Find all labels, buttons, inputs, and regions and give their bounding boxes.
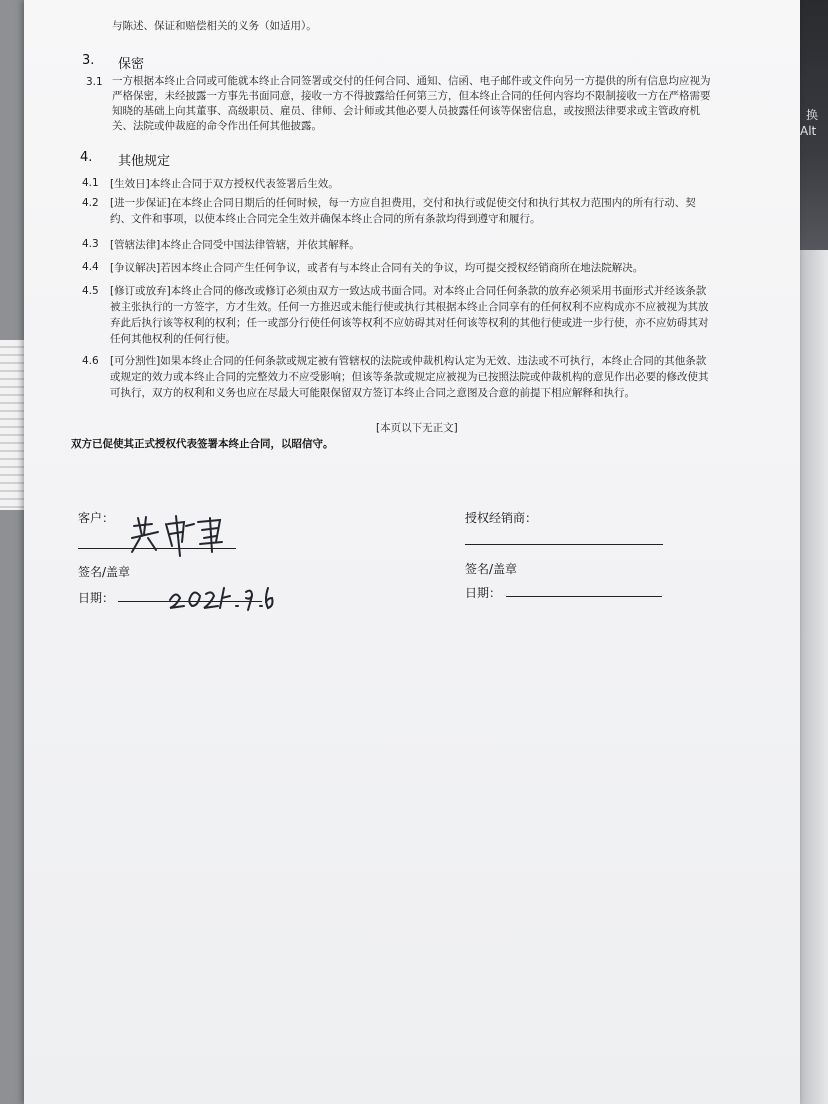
- clause-3-1-number: 3.1: [86, 76, 103, 88]
- clause-3-1-line: 关、法院或仲裁庭的命令作出任何其他披露。: [112, 120, 322, 132]
- dealer-date-label: 日期：: [465, 586, 502, 600]
- clause-4-6-line: [可分割性]如果本终止合同的任何条款或规定被有管辖权的法院或仲裁机构认定为无效、违法或不可执行，本终止合同的其他条款: [110, 355, 707, 367]
- keyboard-key-label: 换: [806, 108, 819, 122]
- clause-4-6-line: 或规定的效力或本终止合同的完整效力不应受影响；但该等条款或规定应被视为已按照法院或仲裁机构的意见作出必要的修改使其: [110, 371, 709, 383]
- customer-label: 客户：: [78, 511, 115, 525]
- contract-page: [24, 0, 800, 1104]
- clause-4-4-number: 4.4: [82, 261, 99, 273]
- clause-4-5-line: 任何其他权利的任何行使。: [110, 333, 236, 345]
- customer-sign-label: 签名/盖章: [78, 565, 131, 579]
- dealer-label: 授权经销商：: [465, 511, 538, 525]
- clause-4-2-number: 4.2: [82, 197, 99, 209]
- section-3-number: 3.: [82, 53, 95, 68]
- clause-3-1-line: 严格保密，未经披露一方事先书面同意，接收一方不得披露给任何第三方，但本终止合同的任何内容均不限制接收一方在严格需要: [112, 90, 711, 102]
- clause-4-6-number: 4.6: [82, 355, 99, 367]
- clause-4-2-line: 约、文件和事项，以使本终止合同完全生效并确保本终止合同的所有条款均得到遵守和履行。: [110, 213, 541, 225]
- section-4-number: 4.: [80, 150, 93, 165]
- clause-4-4-line: [争议解决]若因本终止合同产生任何争议，或者有与本终止合同有关的争议，均可提交授权经销商所在地法院解决。: [110, 262, 644, 274]
- clause-4-5-line: 弃此后执行该等权利的权利；任一或部分行使任何该等权利不应妨碍其对任何该等权利的其他行使或进一步行使，亦不应妨碍其对: [110, 317, 709, 329]
- top-continuation-line: 与陈述、保证和赔偿相关的义务（如适用）。: [112, 20, 317, 32]
- customer-date-label: 日期：: [78, 591, 115, 605]
- page-end-note: [本页以下无正文]: [376, 422, 458, 434]
- clause-3-1-line: 一方根据本终止合同或可能就本终止合同签署或交付的任何合同、通知、信函、电子邮件或文件向另一方提供的所有信息均应视为: [112, 75, 711, 87]
- dealer-sign-label: 签名/盖章: [465, 562, 518, 576]
- section-3-title: 保密: [118, 57, 145, 72]
- clause-4-3-number: 4.3: [82, 238, 99, 250]
- dealer-signature-line: [465, 544, 663, 545]
- clause-4-5-number: 4.5: [82, 285, 99, 297]
- handwritten-date: [164, 578, 284, 614]
- witness-statement: 双方已促使其正式授权代表签署本终止合同，以昭信守。: [71, 438, 334, 450]
- clause-4-5-line: [修订或放弃]本终止合同的修改或修订必须由双方一致达成书面合同。对本终止合同任何条款的放弃必须采用书面形式并经该条款: [110, 285, 707, 297]
- clause-4-5-line: 被主张执行的一方签字，方才生效。任何一方推迟或未能行使或执行其根据本终止合同享有的任何权利不应构成亦不应被视为其放: [110, 301, 709, 313]
- handwritten-signature: [124, 512, 244, 558]
- clause-4-3-line: [管辖法律]本终止合同受中国法律管辖，并依其解释。: [110, 239, 360, 251]
- clause-4-1-number: 4.1: [82, 177, 99, 189]
- keyboard-key-label: Alt: [800, 124, 817, 138]
- clause-4-1-line: [生效日]本终止合同于双方授权代表签署后生效。: [110, 178, 339, 190]
- paper-stack-right: [800, 250, 828, 1104]
- clause-4-2-line: [进一步保证]在本终止合同日期后的任何时候，每一方应自担费用，交付和执行或促使交付和执行其权力范围内的所有行动、契: [110, 197, 696, 209]
- section-4-title: 其他规定: [118, 154, 171, 169]
- clause-3-1-line: 知晓的基础上向其董事、高级职员、雇员、律师、会计师或其他必要人员披露任何该等保密信息，或按照法律要求或主管政府机: [112, 105, 700, 117]
- dealer-date-line: [506, 596, 662, 597]
- clause-4-6-line: 可执行，双方的权利和义务也应在尽最大可能限保留双方签订本终止合同之意图及合意的前提下相应解释和执行。: [110, 387, 635, 399]
